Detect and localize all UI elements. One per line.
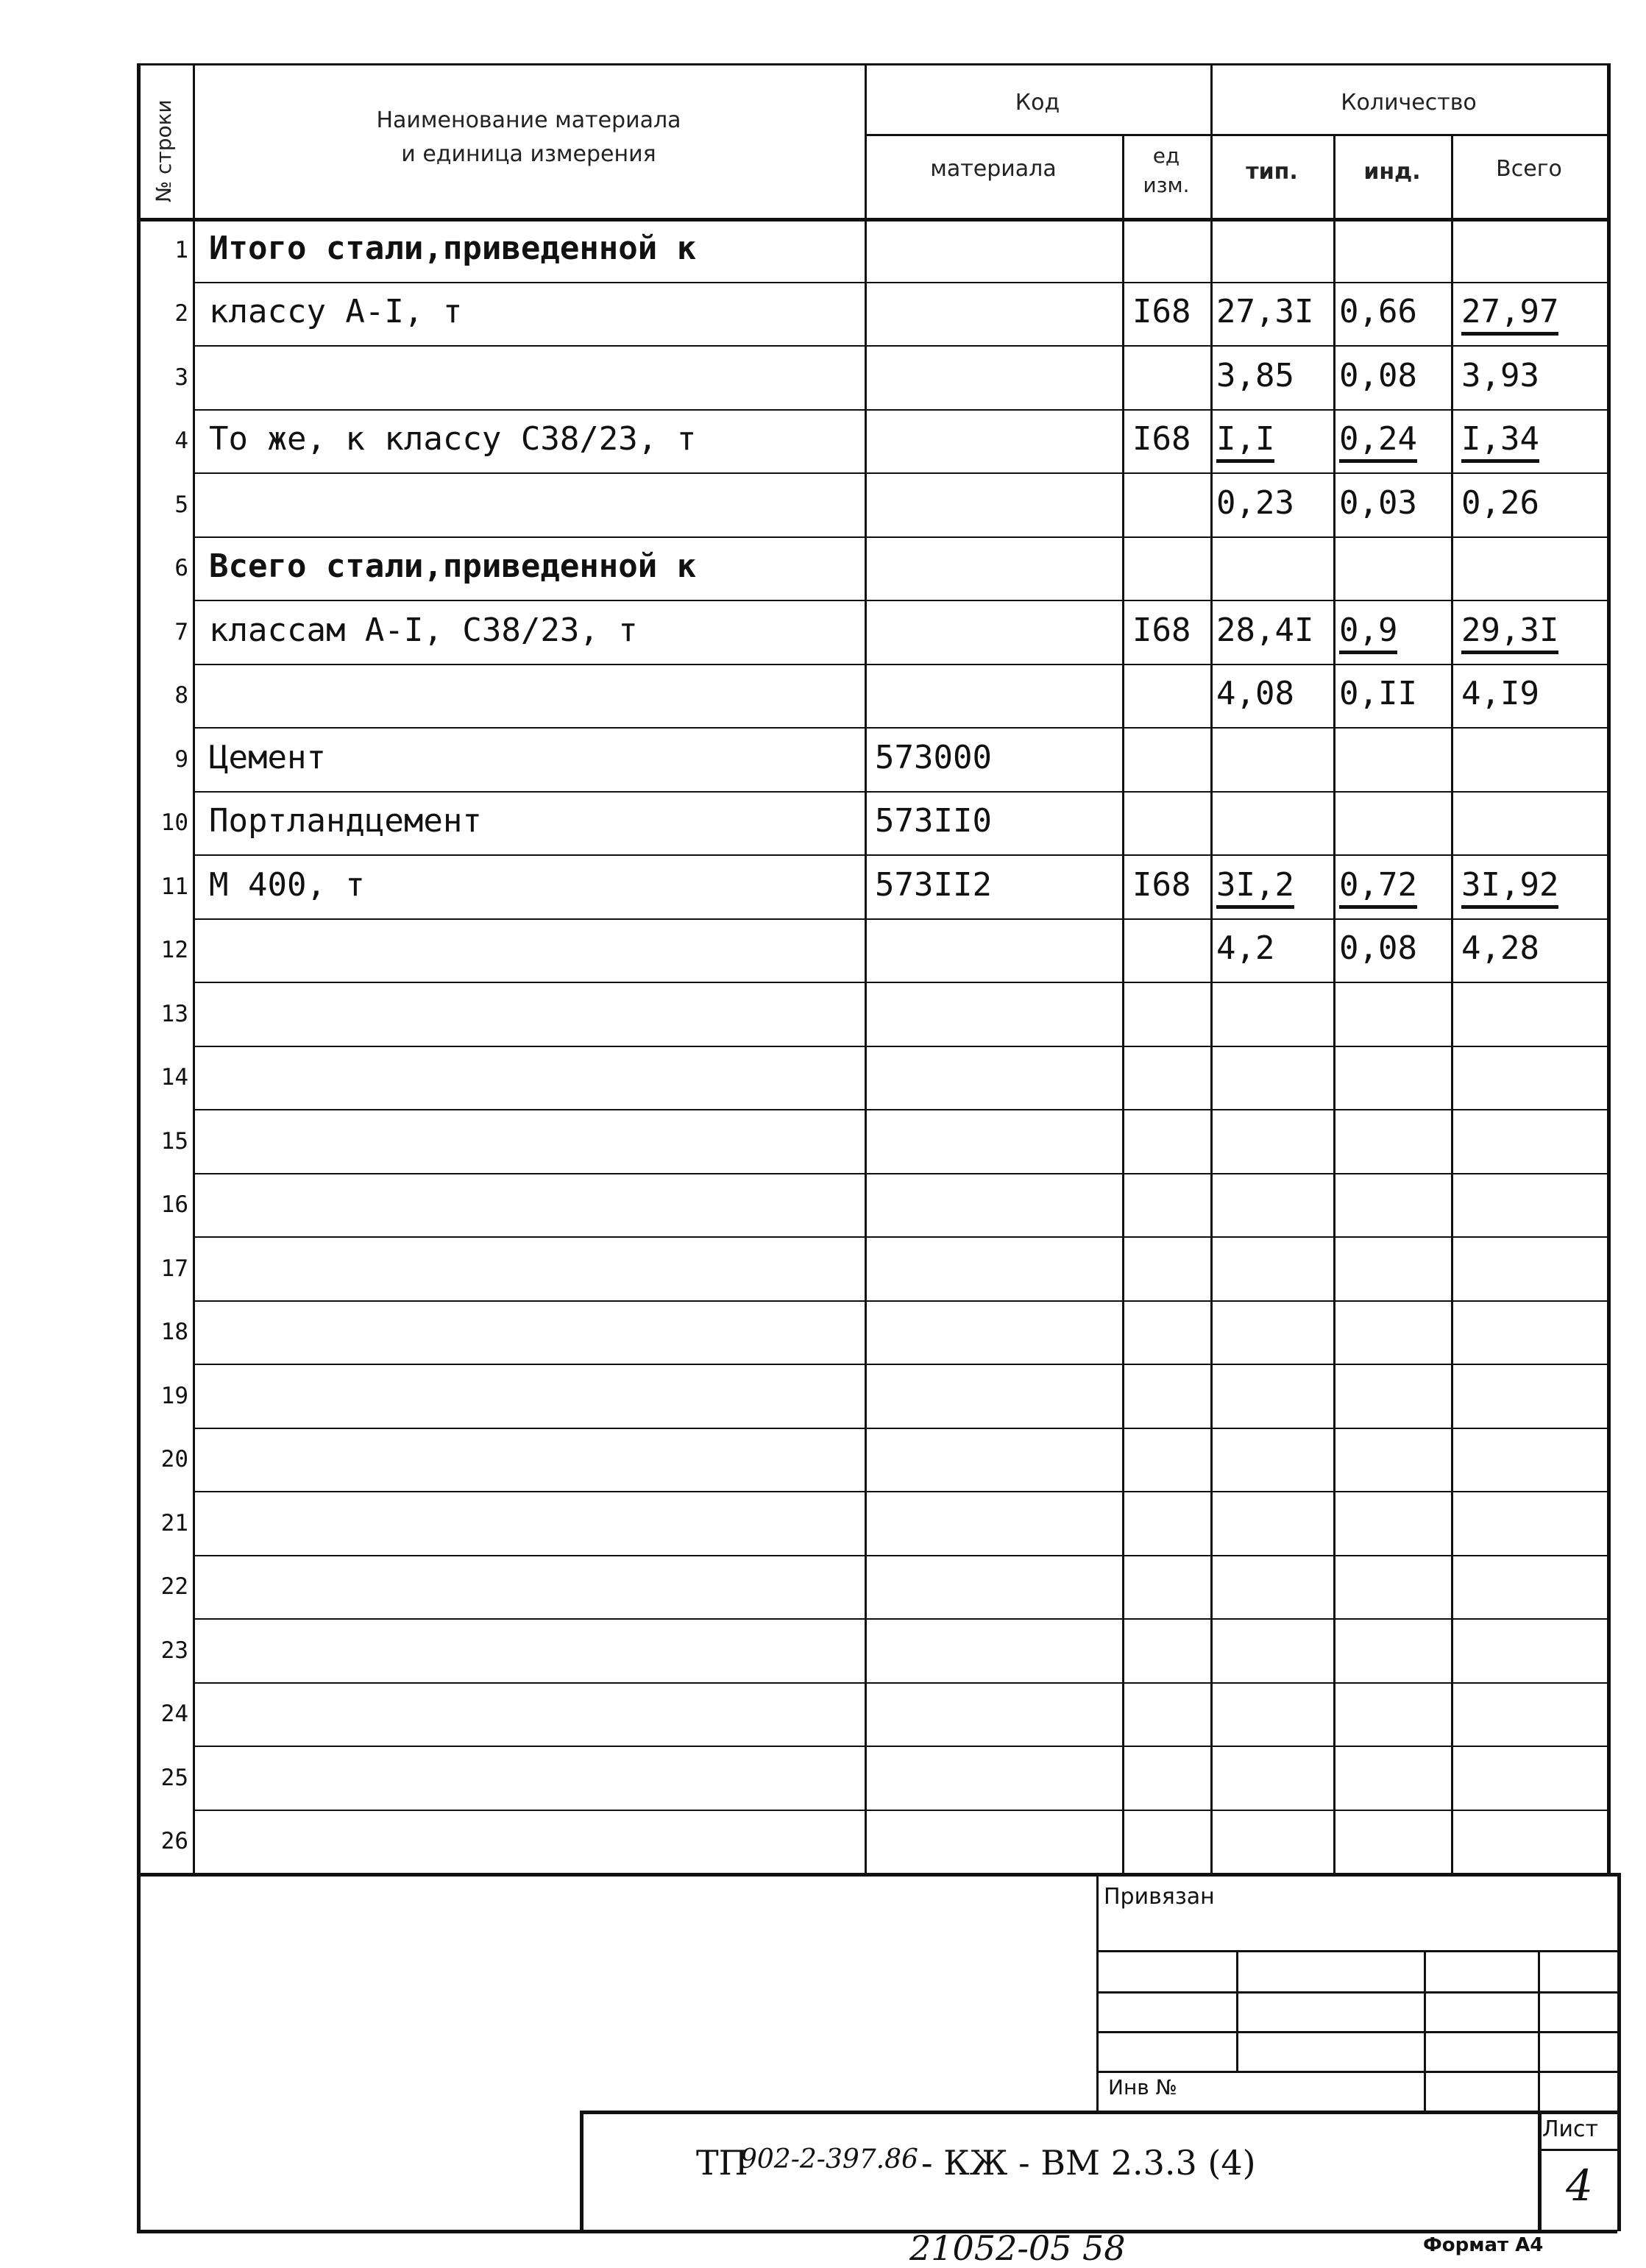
- qty-typ: 27,3I: [1216, 293, 1314, 330]
- unit-code: I68: [1132, 866, 1191, 904]
- row-separator: [193, 1046, 1607, 1047]
- row-separator: [193, 1491, 1607, 1492]
- stamp-bottom-border: [137, 2230, 1617, 2233]
- col-left-border: [137, 63, 141, 1873]
- material-code: 573II0: [875, 802, 992, 840]
- qty-ind: 0,08: [1339, 357, 1417, 394]
- material-code: 573000: [875, 739, 992, 776]
- material-name: Портландцемент: [209, 802, 482, 840]
- row-number: 20: [160, 1446, 188, 1473]
- row-number: 23: [160, 1637, 188, 1664]
- column-header-name-line1: Наименование материала: [376, 107, 681, 133]
- qty-ind: 0,08: [1339, 929, 1417, 967]
- col-right-border: [1607, 63, 1611, 1873]
- row-number: 2: [174, 300, 188, 327]
- row-separator: [193, 1236, 1607, 1238]
- row-number: 10: [160, 809, 188, 836]
- qty-total: 3,93: [1461, 357, 1539, 394]
- unit-code: I68: [1132, 612, 1191, 649]
- col-ind-border: [1451, 134, 1453, 1873]
- bound-label: Привязан: [1104, 1884, 1215, 1910]
- col-typ-border: [1333, 134, 1335, 1873]
- qty-typ: 3,85: [1216, 357, 1294, 394]
- col-unit-border: [1210, 63, 1213, 1873]
- column-header-qty-ind: инд.: [1363, 159, 1421, 185]
- sheet-box-left: [1538, 2111, 1542, 2230]
- row-separator: [193, 600, 1607, 601]
- inventory-number-label: Инв №: [1108, 2075, 1177, 2099]
- qty-typ: 28,4I: [1216, 612, 1314, 649]
- row-number: 26: [160, 1828, 188, 1854]
- row-separator: [193, 1173, 1607, 1174]
- material-name: Цемент: [209, 739, 326, 776]
- col-num-border: [193, 63, 195, 1873]
- col-code-border: [1122, 134, 1124, 1873]
- row-separator: [193, 472, 1607, 474]
- row-number: 12: [160, 937, 188, 963]
- row-number: 1: [174, 237, 188, 263]
- sheet-label: Лист: [1542, 2116, 1599, 2142]
- row-number: 3: [174, 364, 188, 391]
- qty-total: 4,I9: [1461, 675, 1539, 712]
- row-separator: [193, 345, 1607, 347]
- qty-total: 27,97: [1461, 293, 1558, 336]
- row-number: 6: [174, 555, 188, 581]
- qty-typ: 0,23: [1216, 484, 1294, 522]
- col-name-border: [865, 63, 867, 1873]
- row-number: 24: [160, 1701, 188, 1727]
- qty-ind: 0,72: [1339, 866, 1417, 909]
- doc-code-handwritten: 902-2-397.86: [740, 2144, 918, 2175]
- row-separator: [193, 1300, 1607, 1302]
- column-header-quantity: Количество: [1341, 90, 1477, 116]
- row-separator: [193, 1364, 1607, 1365]
- qty-typ: 3I,2: [1216, 866, 1294, 909]
- bound-grid-col2: [1424, 1950, 1426, 2111]
- row-number: 14: [160, 1064, 188, 1091]
- qty-ind: 0,03: [1339, 484, 1417, 522]
- column-header-code-material: материала: [930, 156, 1057, 182]
- row-number: 21: [160, 1510, 188, 1537]
- doc-code-prefix: ТП: [696, 2143, 748, 2183]
- row-separator: [193, 1618, 1607, 1620]
- qty-typ: 4,2: [1216, 929, 1275, 967]
- row-separator: [193, 664, 1607, 665]
- column-header-name-line2: и единица измерения: [401, 141, 656, 167]
- row-separator: [193, 1682, 1607, 1684]
- bound-grid-col3: [1538, 1950, 1540, 2111]
- qty-typ: 4,08: [1216, 675, 1294, 712]
- row-separator: [193, 536, 1607, 538]
- qty-ind: 0,24: [1339, 420, 1417, 463]
- qty-total: I,34: [1461, 420, 1539, 463]
- row-separator: [193, 1746, 1607, 1747]
- row-number: 9: [174, 746, 188, 773]
- qty-total: 4,28: [1461, 929, 1539, 967]
- row-number: 19: [160, 1383, 188, 1409]
- row-separator: [193, 282, 1607, 283]
- row-separator: [193, 854, 1607, 856]
- header-mid-border: [865, 134, 1607, 136]
- format-label: Формат А4: [1423, 2234, 1544, 2256]
- doc-code-suffix: - КЖ - ВМ 2.3.3 (4): [921, 2143, 1256, 2183]
- material-name: То же, к классу С38/23, т: [209, 420, 697, 458]
- table-top-border: [137, 63, 1607, 65]
- row-separator: [193, 791, 1607, 793]
- sheet-box-divider: [1538, 2149, 1617, 2151]
- qty-ind: 0,66: [1339, 293, 1417, 330]
- row-number: 4: [174, 428, 188, 454]
- row-number: 25: [160, 1765, 188, 1791]
- row-separator: [193, 1109, 1607, 1110]
- column-header-code: Код: [1015, 90, 1060, 116]
- sheet-number: 4: [1566, 2161, 1593, 2211]
- row-separator: [193, 982, 1607, 983]
- row-separator: [193, 1428, 1607, 1429]
- column-header-unit: ед изм.: [1143, 143, 1190, 197]
- material-name: классу А-I, т: [209, 293, 463, 330]
- row-separator: [193, 409, 1607, 411]
- qty-ind: 0,9: [1339, 612, 1397, 654]
- stamp-left-border: [137, 1873, 141, 2230]
- column-header-row-number: № строки: [152, 99, 176, 202]
- row-separator: [193, 918, 1607, 920]
- material-name: Всего стали,приведенной к: [209, 547, 697, 585]
- title-block-top: [580, 2111, 1617, 2114]
- row-separator: [193, 1555, 1607, 1556]
- bound-grid-col1: [1236, 1950, 1238, 2071]
- row-number: 22: [160, 1573, 188, 1600]
- column-header-qty-total: Всего: [1496, 156, 1562, 182]
- row-separator: [193, 727, 1607, 729]
- qty-typ: I,I: [1216, 420, 1274, 463]
- qty-total: 3I,92: [1461, 866, 1558, 909]
- table-bottom-border: [137, 1873, 1617, 1877]
- row-number: 7: [174, 619, 188, 645]
- row-number: 17: [160, 1255, 188, 1282]
- row-number: 5: [174, 492, 188, 518]
- qty-total: 29,3I: [1461, 612, 1558, 654]
- row-number: 15: [160, 1128, 188, 1155]
- material-name: классам А-I, С38/23, т: [209, 612, 638, 649]
- row-number: 13: [160, 1001, 188, 1027]
- row-number: 11: [160, 873, 188, 900]
- qty-ind: 0,II: [1339, 675, 1417, 712]
- material-name: М 400, т: [209, 866, 365, 904]
- row-number: 16: [160, 1191, 188, 1218]
- unit-code: I68: [1132, 293, 1191, 330]
- row-number: 18: [160, 1319, 188, 1345]
- row-number: 8: [174, 682, 188, 709]
- header-bottom-border: [137, 218, 1607, 222]
- material-code: 573II2: [875, 866, 992, 904]
- column-header-qty-typ: тип.: [1246, 159, 1298, 185]
- title-block-left: [580, 2111, 583, 2230]
- material-name: Итого стали,приведенной к: [209, 230, 697, 267]
- unit-code: I68: [1132, 420, 1191, 458]
- row-separator: [193, 1810, 1607, 1811]
- stamp-right-border: [1617, 1873, 1621, 2231]
- qty-total: 0,26: [1461, 484, 1539, 522]
- archive-number: 21052-05 58: [909, 2228, 1126, 2268]
